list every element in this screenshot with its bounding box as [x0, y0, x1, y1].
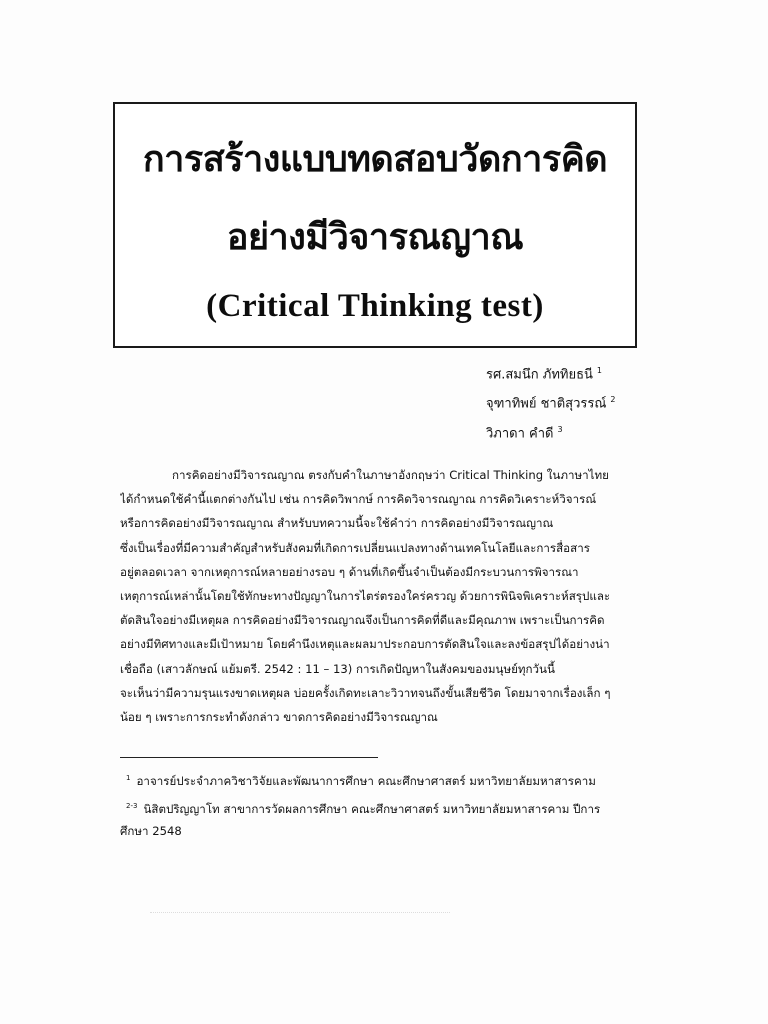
footnote-divider [120, 757, 378, 758]
footnotes [120, 767, 650, 842]
body-line: เชื่อถือ (เสาวลักษณ์ แย้มตรี. 2542 : 11 – 13) การเกิดปัญหาในสังคมของมนุษย์ทุกวันนี้ [120, 661, 555, 676]
body-line: อยู่ตลอดเวลา จากเหตุการณ์หลายอย่างรอบ ๆ ด้านที่เกิดขึ้นจำเป็นต้องมีกระบวนการพิจารณา [120, 564, 579, 579]
footnote-1 [120, 767, 650, 792]
title-box [113, 102, 637, 348]
author-footnote-mark: 3 [557, 424, 563, 434]
footnote-mark: 2-3 [126, 801, 138, 810]
footnote-text: อาจารย์ประจำภาควิชาวิจัยและพัฒนาการศึกษา คณะศึกษาศาสตร์ มหาวิทยาลัยมหาสารคาม [136, 773, 596, 788]
author-2 [486, 387, 616, 416]
author-3 [486, 417, 616, 446]
title-thai-line-1: การสร้างแบบทดสอบวัดการคิด [142, 138, 608, 180]
scan-artifact [150, 912, 450, 917]
body-line: จะเห็นว่ามีความรุนแรงขาดเหตุผล บ่อยครั้งเกิดทะเลาะวิวาทจนถึงขั้นเสียชีวิต โดยมาจากเรื่องเล็ก ๆ [120, 685, 611, 700]
body-paragraph [120, 463, 650, 729]
title-thai-line-2: อย่างมีวิจารณญาณ [226, 216, 524, 258]
body-line: ซึ่งเป็นเรื่องที่มีความสำคัญสำหรับสังคมที่เกิดการเปลี่ยนแปลงทางด้านเทคโนโลยีและการสื่อสาร [120, 540, 590, 555]
body-line: อย่างมีทิศทางและมีเป้าหมาย โดยคำนึงเหตุและผลมาประกอบการตัดสินใจและลงข้อสรุปได้อย่างน่า [120, 637, 610, 652]
body-line: การคิดอย่างมีวิจารณญาณ ตรงกับคำในภาษาอังกฤษว่า Critical Thinking ในภาษาไทย [172, 468, 609, 482]
body-line: ได้กำหนดใช้คำนี้แตกต่างกันไป เช่น การคิดวิพากษ์ การคิดวิจารณญาณ การคิดวิเคราะห์วิจารณ์ [120, 492, 597, 507]
footnote-text: นิสิตปริญญาโท สาขาการวัดผลการศึกษา คณะศึกษาศาสตร์ มหาวิทยาลัยมหาสารคาม ปีการ [143, 801, 601, 816]
author-name: จุฑาทิพย์ ชาติสุวรรณ์ [486, 396, 607, 412]
body-line: เหตุการณ์เหล่านั้นโดยใช้ทักษะทางปัญญาในการไตร่ตรองใคร่ครวญ ด้วยการพินิจพิเคราะห์สรุปและ [120, 588, 611, 603]
body-line: ตัดสินใจอย่างมีเหตุผล การคิดอย่างมีวิจารณญาณจึงเป็นการคิดที่ดีและมีคุณภาพ เพราะเป็นการคิด [120, 613, 605, 628]
footnote-mark: 1 [126, 774, 131, 782]
author-footnote-mark: 1 [596, 366, 603, 375]
footnote-2 [120, 795, 650, 820]
author-name: รศ.สมนึก ภัททิยธนี [486, 367, 593, 383]
title-english: (Critical Thinking test) [206, 288, 544, 324]
footnote-2-continued: ศึกษา 2548 [120, 823, 182, 838]
body-line: หรือการคิดอย่างมีวิจารณญาณ สำหรับบทความนี้จะใช้คำว่า การคิดอย่างมีวิจารณญาณ [120, 516, 554, 531]
author-name: วิภาดา คำดี [486, 425, 554, 441]
author-footnote-mark: 2 [610, 395, 616, 405]
body-line: น้อย ๆ เพราะการกระทำดังกล่าว ขาดการคิดอย่างมีวิจารณญาณ [120, 709, 438, 724]
author-1 [486, 358, 616, 387]
author-list [486, 358, 616, 446]
